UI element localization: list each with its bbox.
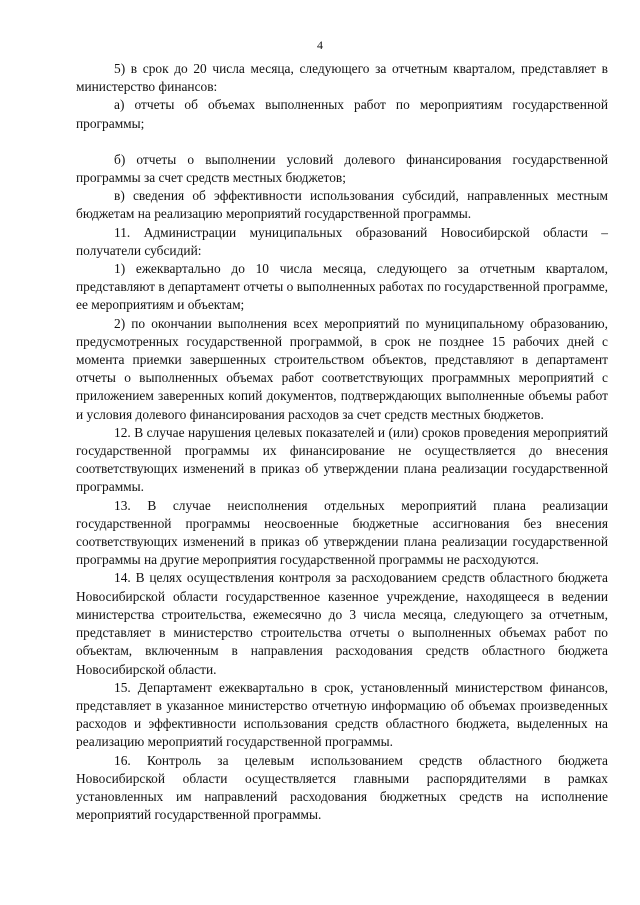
paragraph-12: 12. В случае нарушения целевых показателей и (или) сроков проведения мероприятий государственной программы их финансирование не осуществляется до внесения соответствующих изменений в приказ об утверждении плана реализации государственной программы. — [76, 424, 608, 495]
paragraph-subitem-b: б) отчеты о выполнении условий долевого финансирования государственной программы за счет средств местных бюджетов; — [76, 151, 608, 186]
paragraph-item-5: 5) в срок до 20 числа месяца, следующего за отчетным кварталом, представляет в министерство финансов: — [76, 61, 608, 95]
paragraph-11-item-2: 2) по окончании выполнения всех мероприятий по муниципальному образованию, предусмотренных государственной программой, в срок не позднее 15 рабочих дней с момента приемки завершенных строительством объектов, представляют в департамент отчеты о выполненных объемах работ соответствующих программных мероприятий с приложением заверенных копий документов, подтверждающих выполненные объемы работ и условия долевого финансирования расходов за счет средств местных бюджетов. — [76, 315, 608, 422]
document-body — [76, 60, 608, 824]
paragraph-11: 11. Администрации муниципальных образований Новосибирской области – получатели субсидий: — [76, 224, 608, 258]
paragraph-16: 16. Контроль за целевым использованием средств областного бюджета Новосибирской области осуществляется главными распорядителями в рамках установленных им направлений расходования бюджетных средств на исполнение мероприятий государственной программы. — [76, 752, 608, 823]
paragraph-11-item-1: 1) ежеквартально до 10 числа месяца, следующего за отчетным кварталом, представляют в департамент отчеты о выполненных работах по государственной программе, ее мероприятиям и объектам; — [76, 261, 608, 313]
paragraph-13: 13. В случае неисполнения отдельных мероприятий плана реализации государственной программы неосвоенные бюджетные ассигнования без внесения соответствующих изменений в приказ об утверждении плана реализации государственной программы на другие мероприятия государственной программы не расходуются. — [76, 497, 608, 568]
paragraph-15: 15. Департамент ежеквартально в срок, установленный министерством финансов, представляет в указанное министерство отчетную информацию об объемах произведенных расходов и эффективности использования средств областного бюджета, выделенных на реализацию мероприятий государственной программы. — [76, 679, 608, 750]
page-number: 4 — [317, 38, 323, 52]
paragraph-14: 14. В целях осуществления контроля за расходованием средств областного бюджета Новосибирской области государственное казенное учреждение, находящееся в ведении министерства строительства, ежемесячно до 3 числа месяца, следующего за отчетным, представляет в министерство строительства отчеты о выполненных объемах работ по объектам, включенным в направления расходования средств областного бюджета Новосибирской области. — [76, 570, 608, 677]
paragraph-subitem-a: а) отчеты об объемах выполненных работ по мероприятиям государственной программы; — [76, 97, 608, 131]
paragraph-subitem-v: в) сведения об эффективности использования субсидий, направленных местным бюджетам на реализацию мероприятий государственной программы. — [76, 188, 608, 222]
